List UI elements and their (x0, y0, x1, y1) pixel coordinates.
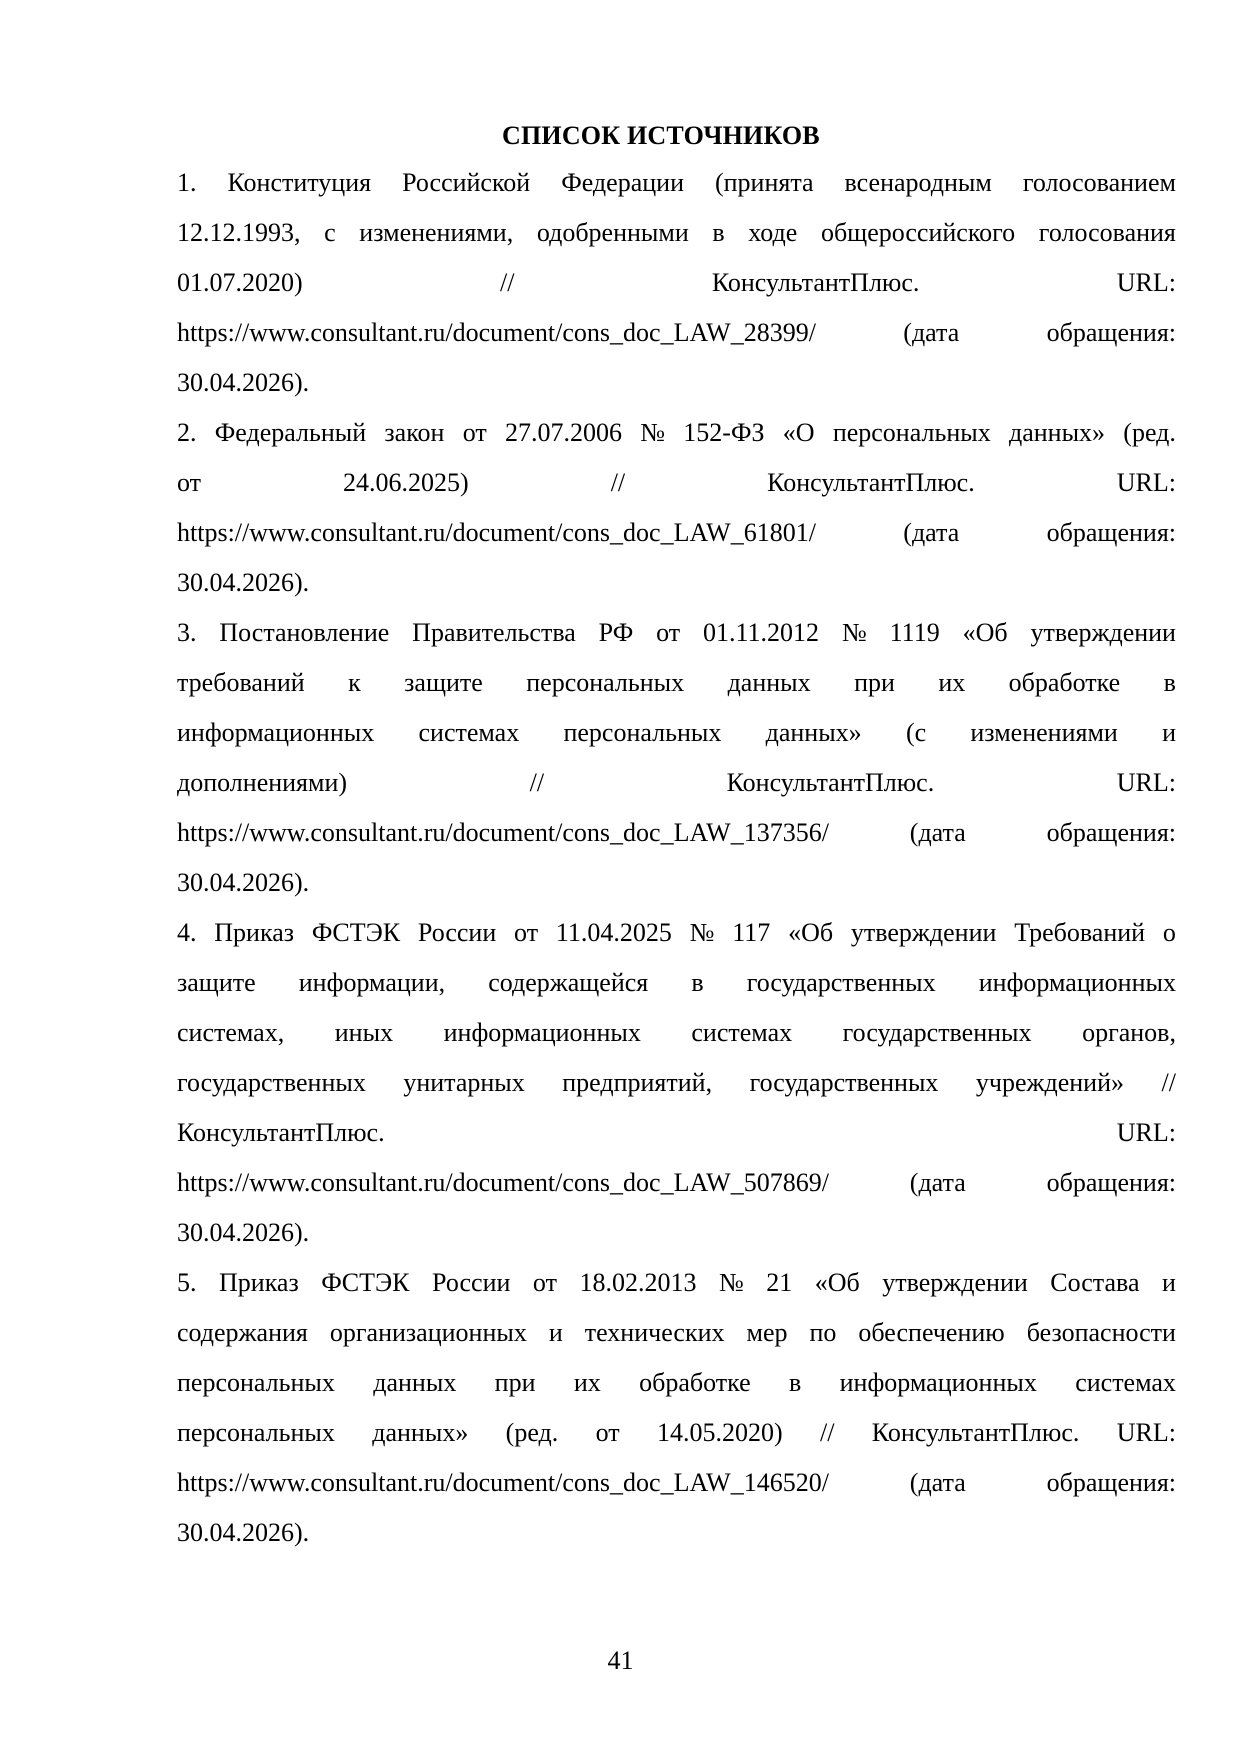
entry-word: информационных (443, 1018, 641, 1047)
entry-line (177, 1108, 1176, 1158)
entry-word: и (1162, 1268, 1176, 1297)
entry-word: требований (177, 668, 305, 697)
entry-word: о (1162, 918, 1176, 947)
entry-word: (ред. (505, 1418, 559, 1447)
entry-word: от (177, 468, 202, 497)
entry-word: URL: (1116, 1118, 1176, 1147)
entry-word: данных» (372, 1418, 469, 1447)
entry-word: URL: (1116, 768, 1176, 797)
entry-line (177, 458, 1176, 508)
source-entry-2 (177, 408, 1176, 608)
entry-word: 1119 (889, 618, 940, 647)
entry-word: общероссийского (820, 218, 1016, 247)
entry-word: 2. (177, 418, 197, 447)
entry-word: 3. (177, 618, 197, 647)
entry-word: государственных (746, 968, 936, 997)
entry-word: утверждении (850, 918, 997, 947)
entry-word: 01.07.2020) (177, 268, 303, 297)
entry-word: (дата (909, 1168, 966, 1197)
entry-line (177, 858, 1176, 908)
entry-word: с (324, 218, 336, 247)
entry-word: URL: (1116, 268, 1176, 297)
entry-text: 30.04.2026). (177, 568, 310, 597)
entry-word: КонсультантПлюс. (871, 1418, 1080, 1447)
entry-word: Правительства (412, 618, 576, 647)
entry-word: в (1163, 668, 1176, 697)
entry-word: от (514, 918, 539, 947)
entry-line (177, 1008, 1176, 1058)
source-entry-4 (177, 908, 1176, 1258)
entry-word: № (718, 1268, 744, 1297)
entry-word: 4. (177, 918, 197, 947)
page-number: 41 (607, 1646, 634, 1675)
entry-word: данных» (765, 718, 862, 747)
entry-line (177, 1258, 1176, 1308)
entry-word: (дата (903, 318, 960, 347)
entry-word: защите (404, 668, 483, 697)
entry-word: 1. (177, 168, 197, 197)
entry-word: персональных (177, 1418, 335, 1447)
entry-word: в (691, 968, 704, 997)
source-entry-1 (177, 158, 1176, 408)
entry-word: унитарных (403, 1068, 525, 1097)
entry-word: https://www.consultant.ru/document/cons_doc_LAW_507869/ (177, 1168, 829, 1197)
entry-word: от (595, 1418, 620, 1447)
entry-word: утверждении (882, 1268, 1028, 1297)
entry-word: изменениями, (359, 218, 514, 247)
entry-word: голосованием (1022, 168, 1176, 197)
entry-word: // (820, 1418, 835, 1447)
entry-word: от (656, 618, 681, 647)
entry-word: государственных (177, 1068, 366, 1097)
entry-word: информационных (177, 718, 375, 747)
entry-word: учреждений» (975, 1068, 1125, 1097)
entry-word: данных (727, 668, 811, 697)
entry-word: персональных (526, 668, 685, 697)
entry-word: содержащейся (488, 968, 649, 997)
entry-word: Требований (1014, 918, 1146, 947)
entry-text: 30.04.2026). (177, 368, 310, 397)
entry-word: обработке (639, 1368, 751, 1397)
entry-word: информации, (298, 968, 446, 997)
page-title: СПИСОК ИСТОЧНИКОВ (502, 121, 820, 150)
entry-word: 117 (732, 918, 771, 947)
entry-word: обработке (1008, 668, 1121, 697)
entry-word: в (712, 218, 725, 247)
entry-word: № (841, 618, 867, 647)
entry-word: 18.02.2013 (579, 1268, 697, 1297)
entry-line (177, 408, 1176, 458)
entry-text: 30.04.2026). (177, 1518, 310, 1547)
entry-word: и (548, 1318, 563, 1347)
entry-word: Состава (1050, 1268, 1140, 1297)
entry-word: // (610, 468, 626, 497)
entry-word: защите (177, 968, 256, 997)
entry-word: системах (418, 718, 520, 747)
entry-line (177, 758, 1176, 808)
entry-word: всенародным (844, 168, 992, 197)
entry-word: информационных (839, 1368, 1037, 1397)
entry-word: Приказ (214, 918, 295, 947)
entry-word: обращения: (1046, 1168, 1176, 1197)
entry-line (177, 1308, 1176, 1358)
entry-word: персональных (832, 418, 991, 447)
entry-word: России (417, 918, 497, 947)
entry-line (177, 508, 1176, 558)
entry-word: (принята (714, 168, 814, 197)
entry-word: КонсультантПлюс. (711, 268, 920, 297)
entry-word: системах, (177, 1018, 285, 1047)
entry-word: органов, (1082, 1018, 1176, 1047)
entry-word: https://www.consultant.ru/document/cons_doc_LAW_137356/ (177, 818, 829, 847)
entry-word: обращения: (1046, 1468, 1176, 1497)
entry-line (177, 808, 1176, 858)
entry-word: https://www.consultant.ru/document/cons_doc_LAW_146520/ (177, 1468, 829, 1497)
entry-word: России (432, 1268, 511, 1297)
entry-word: 5. (177, 1268, 197, 1297)
entry-line (177, 1508, 1176, 1558)
entry-word: информационных (978, 968, 1176, 997)
entry-word: (ред. (1123, 418, 1176, 447)
entry-word: № (640, 418, 666, 447)
entry-line (177, 1208, 1176, 1258)
entry-word: утверждении (1030, 618, 1176, 647)
entry-word: государственных (842, 1018, 1032, 1047)
entry-word: // (1161, 1068, 1176, 1097)
entry-line (177, 658, 1176, 708)
entry-word: 11.04.2025 (555, 918, 672, 947)
entry-line (177, 1058, 1176, 1108)
entry-word: к (348, 668, 361, 697)
entry-word: голосования (1038, 218, 1176, 247)
entry-word: обращения: (1046, 818, 1176, 847)
entry-word: обращения: (1046, 318, 1176, 347)
entry-word: Постановление (219, 618, 390, 647)
entry-word: 21 (766, 1268, 793, 1297)
entry-word: изменениями (970, 718, 1118, 747)
source-list (177, 158, 1176, 1558)
entry-word: ФСТЭК (321, 1268, 410, 1297)
entry-line (177, 1458, 1176, 1508)
entry-word: обращения: (1046, 518, 1176, 547)
entry-word: системах (1075, 1368, 1176, 1397)
entry-word: 01.11.2012 (703, 618, 820, 647)
entry-word: дополнениями) (177, 768, 348, 797)
entry-word: https://www.consultant.ru/document/cons_doc_LAW_61801/ (177, 518, 816, 547)
entry-word: 27.07.2006 (504, 418, 622, 447)
entry-word: URL: (1116, 468, 1176, 497)
entry-word: «Об (814, 1268, 860, 1297)
entry-line (177, 1358, 1176, 1408)
entry-word: и (1162, 718, 1176, 747)
entry-line (177, 1158, 1176, 1208)
entry-word: данных (373, 1368, 457, 1397)
entry-word: (дата (909, 818, 966, 847)
page-content (177, 114, 1176, 1558)
entry-word: иных (334, 1018, 394, 1047)
source-entry-5 (177, 1258, 1176, 1558)
entry-word: «Об (962, 618, 1008, 647)
entry-word: содержания (177, 1318, 308, 1347)
entry-line (177, 558, 1176, 608)
entry-word: от (462, 418, 487, 447)
entry-word: при (854, 668, 895, 697)
entry-word: 14.05.2020) (656, 1418, 783, 1447)
entry-word: Приказ (219, 1268, 299, 1297)
entry-word: РФ (598, 618, 634, 647)
entry-word: государственных (749, 1068, 939, 1097)
entry-word: их (938, 668, 966, 697)
entry-word: 12.12.1993, (177, 218, 301, 247)
entry-word: (дата (909, 1468, 966, 1497)
entry-word: «Об (788, 918, 834, 947)
entry-word: (дата (903, 518, 960, 547)
entry-word: Конституция (227, 168, 372, 197)
entry-word: по (809, 1318, 837, 1347)
entry-line (177, 358, 1176, 408)
entry-word: https://www.consultant.ru/document/cons_doc_LAW_28399/ (177, 318, 816, 347)
entry-text: 30.04.2026). (177, 1218, 310, 1247)
entry-word: персональных (177, 1368, 335, 1397)
entry-line (177, 958, 1176, 1008)
entry-word: КонсультантПлюс. (767, 468, 975, 497)
entry-word: // (500, 268, 515, 297)
entry-text: 30.04.2026). (177, 868, 310, 897)
entry-word: // (529, 768, 545, 797)
entry-line (177, 708, 1176, 758)
entry-word: системах (691, 1018, 793, 1047)
entry-word: одобренными (536, 218, 689, 247)
entry-word: Федерации (561, 168, 684, 197)
entry-word: обеспечению (858, 1318, 1005, 1347)
entry-word: организационных (329, 1318, 527, 1347)
entry-word: закон (384, 418, 445, 447)
entry-line (177, 1408, 1176, 1458)
entry-line (177, 908, 1176, 958)
entry-line (177, 608, 1176, 658)
entry-word: ходе (748, 218, 798, 247)
source-entry-3 (177, 608, 1176, 908)
entry-word: технических (584, 1318, 725, 1347)
entry-word: URL: (1116, 1418, 1176, 1447)
entry-word: персональных (563, 718, 722, 747)
entry-line (177, 258, 1176, 308)
entry-word: Федеральный (214, 418, 367, 447)
entry-word: в (789, 1368, 802, 1397)
entry-line (177, 308, 1176, 358)
entry-word: 24.06.2025) (343, 468, 469, 497)
entry-word: Российской (402, 168, 531, 197)
entry-word: при (494, 1368, 536, 1397)
entry-word: (с (905, 718, 927, 747)
entry-word: безопасности (1026, 1318, 1176, 1347)
entry-line (177, 158, 1176, 208)
entry-word: от (532, 1268, 557, 1297)
entry-word: КонсультантПлюс. (726, 768, 935, 797)
entry-word: их (573, 1368, 601, 1397)
entry-word: мер (746, 1318, 788, 1347)
entry-line (177, 208, 1176, 258)
entry-word: № (689, 918, 715, 947)
entry-word: «О (782, 418, 815, 447)
entry-word: ФСТЭК (311, 918, 401, 947)
entry-word: предприятий, (562, 1068, 713, 1097)
entry-word: 152-ФЗ (683, 418, 765, 447)
entry-word: данных» (1008, 418, 1106, 447)
entry-word: КонсультантПлюс. (177, 1118, 385, 1147)
